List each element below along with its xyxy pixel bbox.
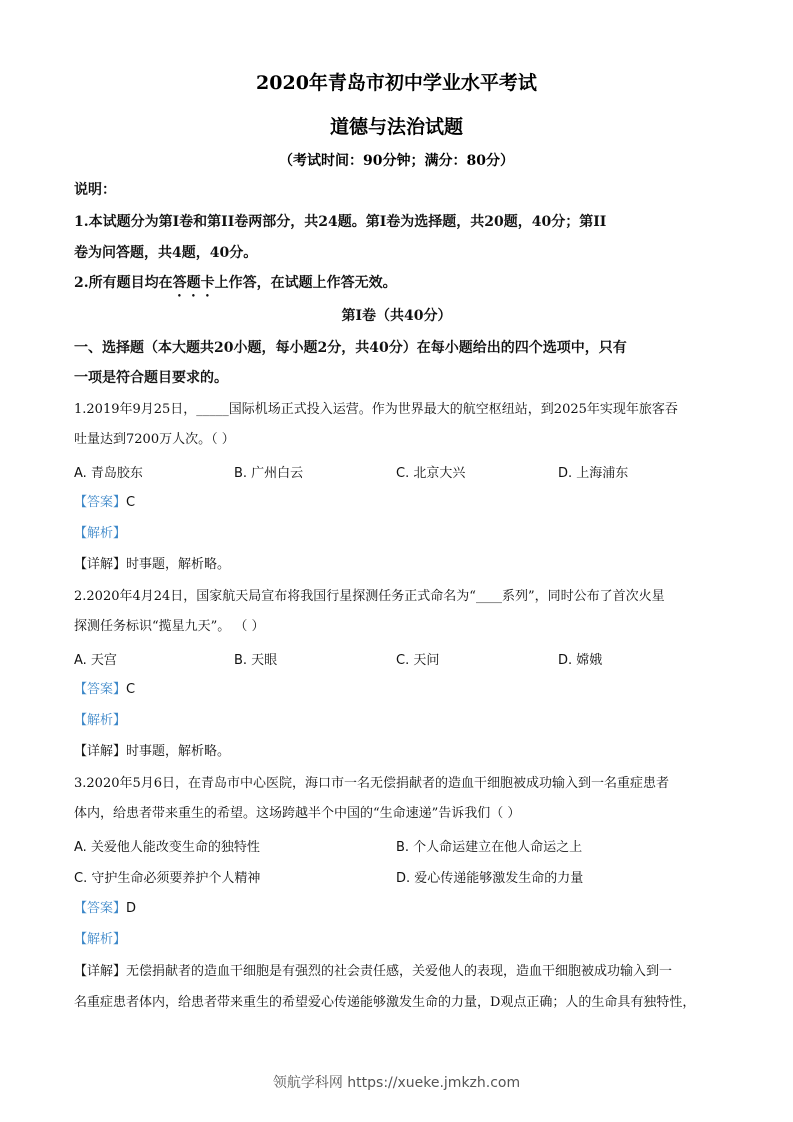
question-2-option-b: B. 天眼 (234, 653, 278, 668)
subject-title: 道德与法治试题 (329, 116, 463, 138)
question-1-line-2: 吐量达到7200万人次。（ ） (74, 432, 235, 447)
instructions-line-3-pre: 2.所有题目均在 (74, 275, 173, 291)
question-2-answer (74, 680, 724, 700)
instructions-heading: 说明： (74, 182, 116, 198)
question-1-option-a: A. 青岛胶东 (74, 466, 143, 481)
detail-tag: 【详解】 (74, 557, 127, 572)
detail-text: 时事题，解析略。 (126, 744, 231, 759)
question-2-option-a: A. 天宫 (74, 653, 117, 668)
question-3-detail-line-1 (74, 962, 724, 982)
question-1-analysis (74, 524, 724, 544)
question-2-analysis (74, 711, 724, 731)
question-2-line-2: 探测任务标识“揽星九天”。 （ ） (74, 619, 265, 634)
question-2-option-d: D. 嫦娥 (558, 653, 603, 668)
question-1-line-1: 1.2019年9月25日，_____国际机场正式投入运营。作为世界最大的航空枢纽站，到2025年实现年旅客吞 (74, 402, 678, 417)
question-2-line-1: 2.2020年4月24日，国家航天局宣布将我国行星探测任务正式命名为“____系列”，同时公布了首次火星 (74, 589, 665, 604)
analysis-tag: 【解析】 (74, 932, 127, 947)
question-1-option-c: C. 北京大兴 (396, 466, 466, 481)
answer-tag: 【答案】 (74, 901, 127, 916)
question-1-detail (74, 555, 724, 575)
question-3-line-1: 3.2020年5月6日，在青岛市中心医院，海口市一名无偿捐献者的造血干细胞被成功输入到一名重症患者 (74, 776, 670, 791)
question-3-line-2: 体内，给患者带来重生的希望。这场跨越半个中国的“生命速递”告诉我们（ ） (74, 806, 521, 821)
question-3-option-c: C. 守护生命必须要养护个人精神 (74, 871, 261, 886)
question-1-option-b: B. 广州白云 (234, 466, 304, 481)
detail-tag: 【详解】 (74, 744, 127, 759)
analysis-tag: 【解析】 (74, 713, 127, 728)
instructions-line-1: 1.本试题分为第Ⅰ卷和第II卷两部分，共24题。第Ⅰ卷为选择题，共20题，40分；第II (74, 214, 607, 230)
section-title: 第Ⅰ卷（共40分） (341, 308, 452, 324)
answer-tag: 【答案】 (74, 495, 127, 510)
question-3-analysis (74, 930, 724, 950)
question-2-detail (74, 742, 724, 762)
instructions-line-3 (74, 273, 724, 300)
answer-value: C (126, 682, 136, 697)
question-1-option-d: D. 上海浦东 (558, 466, 629, 481)
detail-tag: 【详解】 (74, 964, 127, 979)
answer-tag: 【答案】 (74, 682, 127, 697)
instructions-line-2: 卷为问答题，共4题，40分。 (74, 245, 258, 261)
detail-text: 无偿捐献者的造血干细胞是有强烈的社会责任感，关爱他人的表现，造血干细胞被成功输入到一 (126, 964, 673, 979)
question-3-detail-line-2: 名重症患者体内，给患者带来重生的希望爱心传递能够激发生命的力量，D观点正确；人的生命具有独特性， (74, 995, 696, 1010)
instructions-line-3-post: 上作答，在试题上作答无效。 (214, 275, 397, 291)
section-heading-line-2: 一项是符合题目要求的。 (74, 370, 228, 386)
question-2-option-c: C. 天问 (396, 653, 440, 668)
exam-title: 2020年青岛市初中学业水平考试 (256, 72, 537, 94)
question-3-option-a: A. 关爱他人能改变生命的独特性 (74, 840, 260, 855)
question-1-answer (74, 493, 724, 513)
exam-info: （考试时间：90分钟；满分：80分） (279, 153, 514, 169)
question-3-answer (74, 899, 724, 919)
answer-value: D (126, 901, 137, 916)
question-3-option-d: D. 爱心传递能够激发生命的力量 (396, 871, 584, 886)
section-heading-line-1: 一、选择题（本大题共20小题，每小题2分，共40分）在每小题给出的四个选项中，只有 (74, 340, 627, 356)
footer-watermark: 领航学科网 https://xueke.jmkzh.com (272, 1075, 521, 1091)
question-3-option-b: B. 个人命运建立在他人命运之上 (396, 840, 583, 855)
detail-text: 时事题，解析略。 (126, 557, 231, 572)
analysis-tag: 【解析】 (74, 526, 127, 541)
dotted-emphasis: 答题卡 (172, 275, 215, 291)
answer-value: C (126, 495, 136, 510)
